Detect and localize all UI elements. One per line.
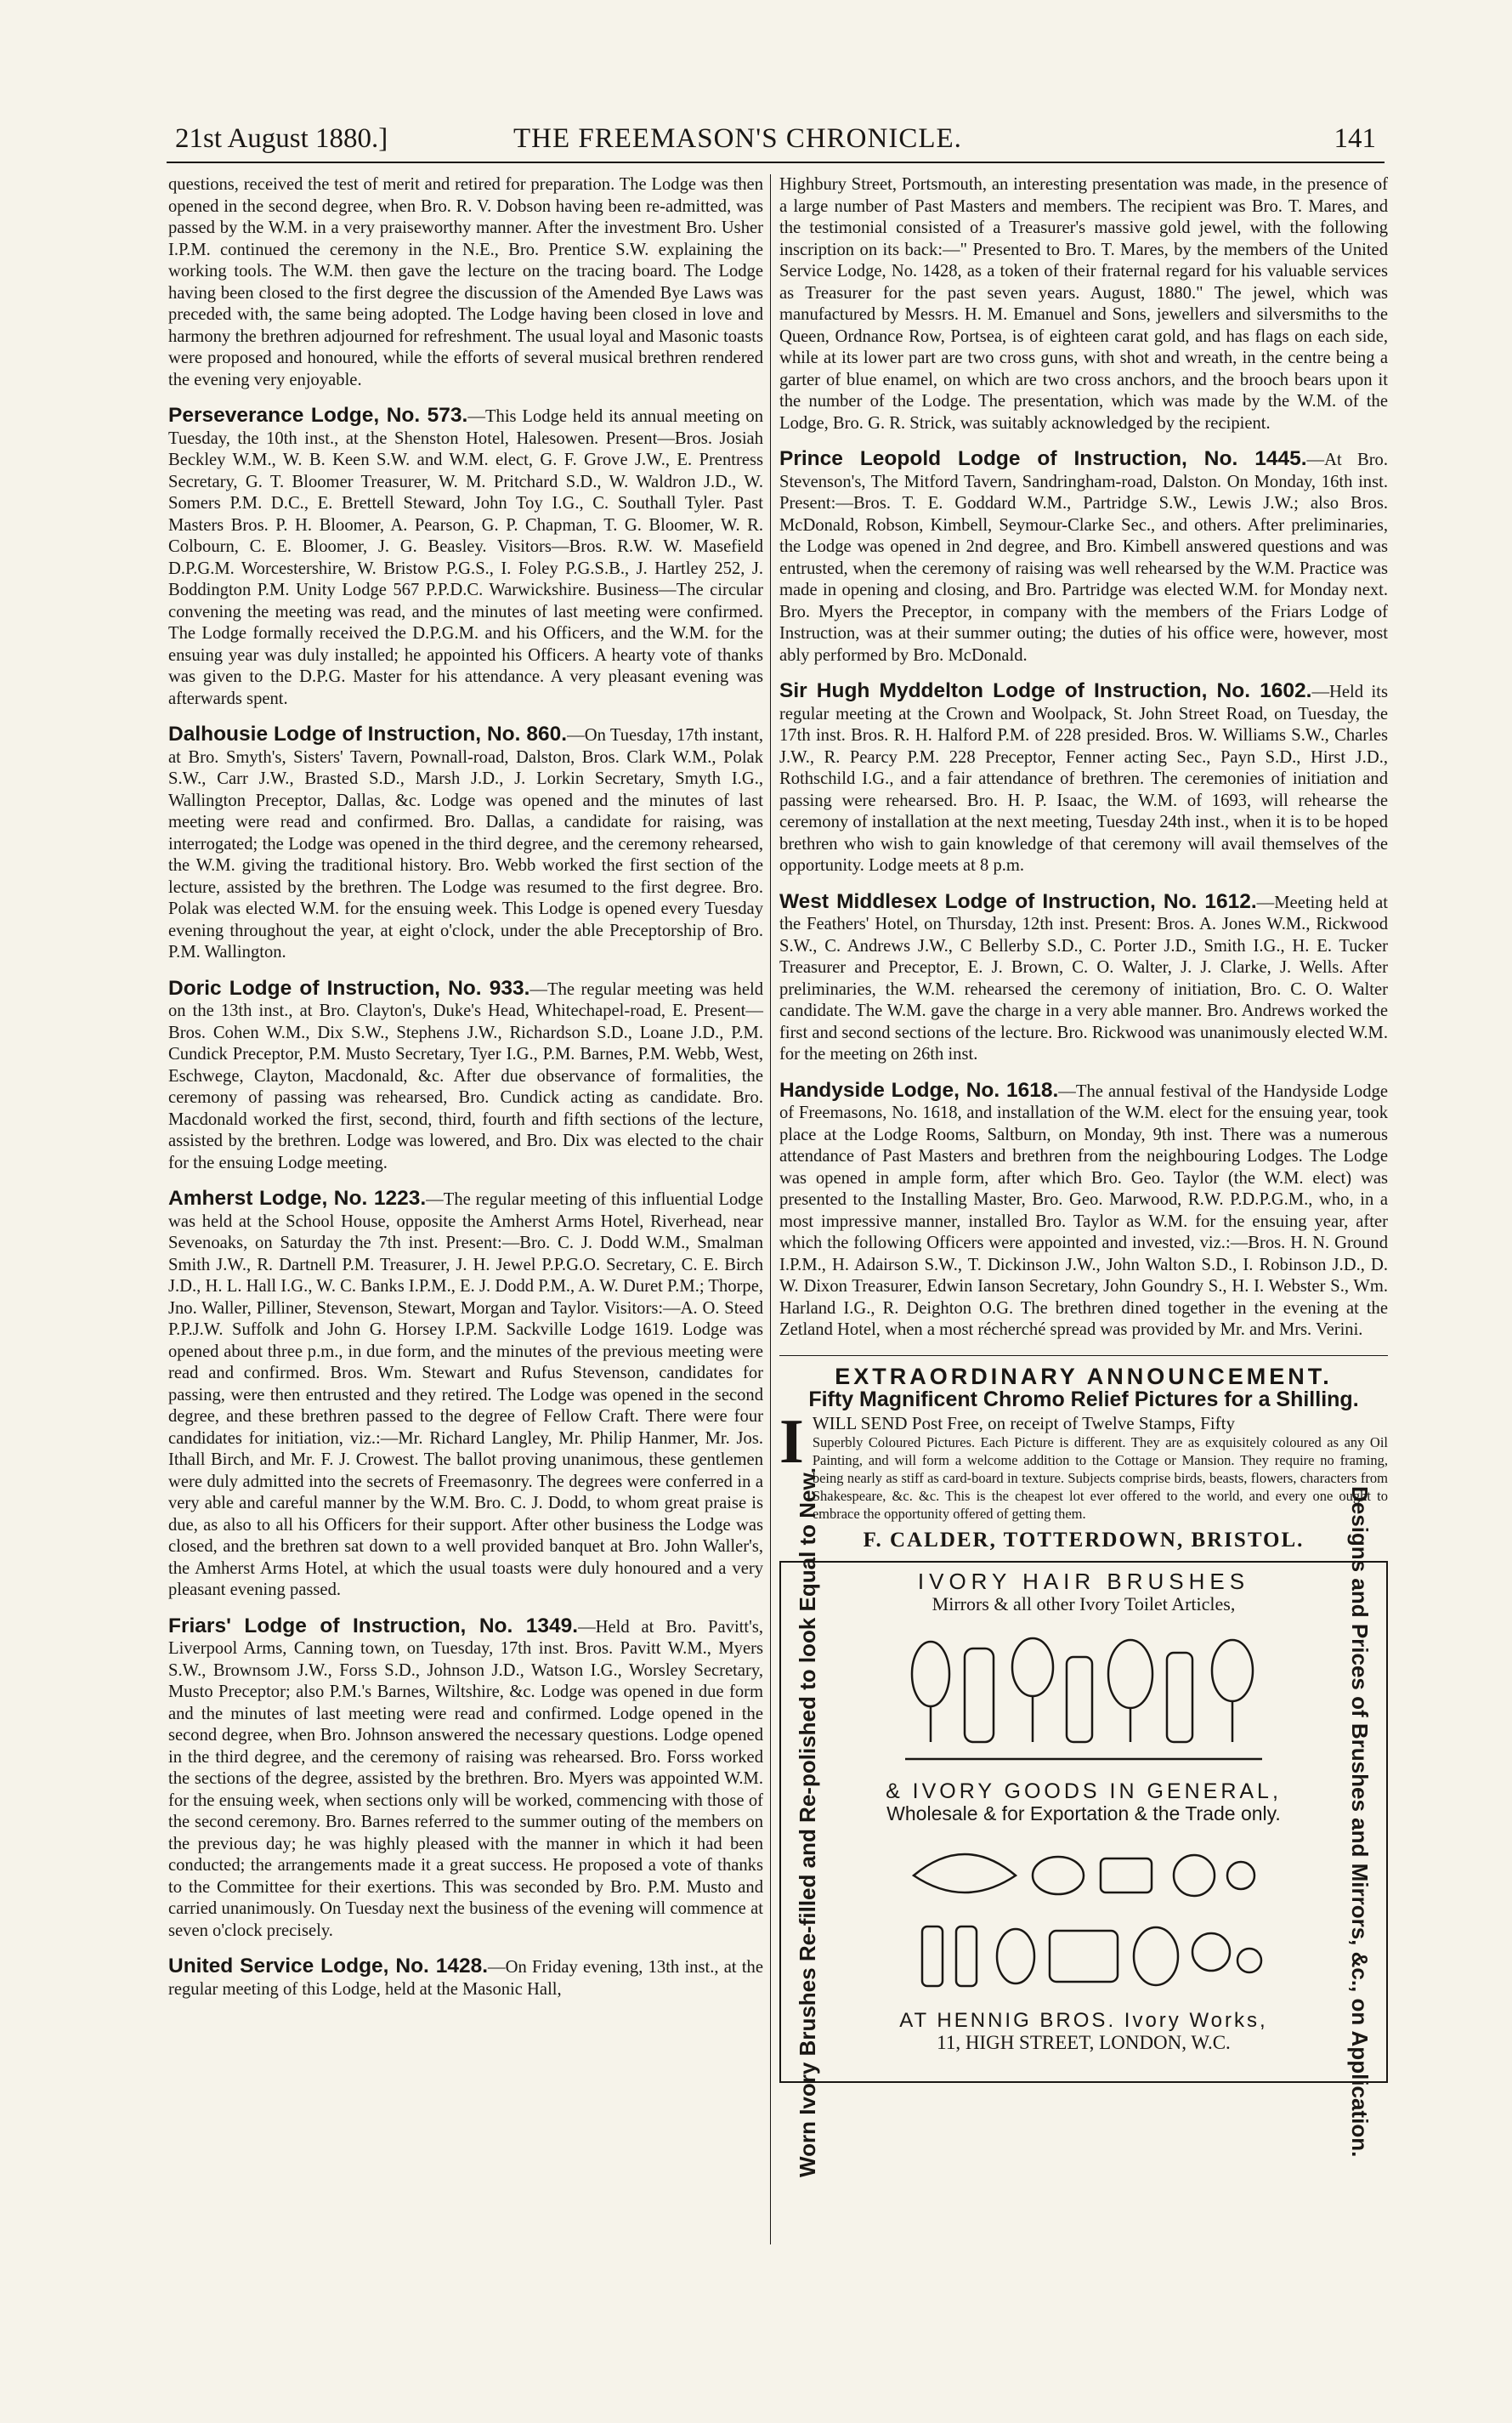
hennig-middle-sub: Wholesale & for Exportation & the Trade only. [886,1802,1281,1824]
advert-body [812,1412,1388,1523]
hennig-middle-title: & IVORY GOODS IN GENERAL, [886,1779,1282,1803]
article-handyside [779,1080,1388,1342]
article-amherst [168,1188,763,1602]
header-title: THE FREEMASON'S CHRONICLE. [513,123,962,154]
article-myddelton [779,680,1388,877]
article-heading: Prince Leopold Lodge of Instruction, No. 1445. [779,447,1307,470]
advert-lead: WILL SEND Post Free, on receipt of Twelve Stamps, Fifty [812,1412,1236,1433]
left-vertical-label: Worn Ivory Brushes Re-filled and Re-polished to look Equal to New. [795,1467,820,2177]
left-vertical-text [781,1467,834,2177]
page-header [167,123,1385,161]
right-vertical-text [1334,1486,1386,2158]
toilet-articles-illustration [897,1614,1271,1776]
article-continued-left [168,174,763,391]
advert-hennig-center [834,1563,1334,2081]
advert-signature: F. CALDER, TOTTERDOWN, BRISTOL. [863,1528,1305,1552]
ivory-goods-illustration [897,1824,1271,2003]
article-heading: Dalhousie Lodge of Instruction, No. 860. [168,723,568,746]
article-body: —The regular meeting was held on the 13th inst., at Bro. Clayton's, Duke's Head, Whitechapel-road, E. Present—Bros. Cohen W.M., Dix S.W., Stephens J.W., Richardson S.D., Loane J.D., P.M. Cundick Preceptor, P.M. Musto Secretary, Tyer I.G., P.M. Barnes, P.M. Webb, West, Eschwege, Clayton, Macdonald, &c. After due observance of formalities, the ceremony of passing was rehearsed, Bro. Cundick acting as candidate. Bro. Macdonald worked the first, second, third, fourth and fifth sections of the lecture, assisted by the brethren. Lodge was lowered, and Bro. Dix was elected to the chair for the ensuing Lodge meeting. [168,979,763,1172]
article-perseverance [168,405,763,710]
article-heading: Friars' Lodge of Instruction, No. 1349. [168,1614,579,1637]
header-date: 21st August 1880.] [175,123,388,154]
article-friars [168,1615,763,1943]
article-body: —At Bro. Stevenson's, The Mitford Tavern, Sandringham-road, Dalston. On Monday, 16th inst. Present:—Bros. T. E. Goddard W.M., Partridge S.W., Lewis J.W.; also Bros. McDonald, Robson, Kimbell, Seymour-Clarke Sec., and others. After preliminaries, the Lodge was opened in 2nd degree, and Bro. Kimbell answered questions and was entrusted, when the ceremony of raising was well rehearsed by the W.M. Practice was made in opening and closing, and Bro. Partridge was elected W.M. for Monday next. Bro. Myers the Preceptor, in company with the members of the Friars Lodge of Instruction, was at their summer outing; the duties of his office were, however, most ably performed by Bro. McDonald. [779,451,1388,665]
right-column [779,174,1389,2177]
article-heading: United Service Lodge, No. 1428. [168,1955,489,1978]
article-body: —The annual festival of the Handyside Lodge of Freemasons, No. 1618, and installation of the W.M. elect for the ensuing year, took place at the Lodge Rooms, Saltburn, on Monday, 9th inst. There was a numerous attendance of Past Masters and brethren from the neighbouring Lodges. The Lodge was opened in ample form, after which Bro. Geo. Taylor (the W.M. elect) was presented to the Installing Master, Bro. Geo. Marwood, R.W. P.D.P.G.M., who, in a most impressive manner, installed Bro. Taylor as W.M. for the ensuing year, after which the following Officers were appointed and invested, viz.:—Bros. H. N. Ground I.P.M., H. Adairson S.W., T. Dickinson J.W., John Walton S.D., I. Robinson J.D., D. W. Dixon Treasurer, Edwin Ianson Secretary, John Goundry S., H. I. Webster S., Wm. Harland I.G., R. Deighton O.G. The brethren dined together in the evening at the Zetland Hotel, when a most récherché spread was provided by Mr. and Mrs. Verini. [779,1081,1389,1339]
article-body: Highbury Street, Portsmouth, an interesting presentation was made, in the presence of a large number of Past Masters and members. The recipient was Bro. T. Mares, and the testimonial consisted of a Treasurer's massive gold jewel, with the following inscription on its back:—" Presented to Bro. T. Mares, by the members of the United Service Lodge, No. 1428, as a token of their fraternal regard for his valuable services as Treasurer for the past seven years. August, 1880." The jewel, which was manufactured by Messrs. H. M. Emanuel and Sons, jewellers and silversmiths to the Queen, Ordnance Row, Portsea, is of eighteen carat gold, and has flags on each side, while at its lower part are two cross guns, with shot and wreath, in the centre being a garter of blue enamel, on which are two cross anchors, and the brooch bears upon it the number of the Lodge. The presentation, which was made by the W.M. of the Lodge, Bro. G. R. Strick, was suitably acknowledged by the recipient. [779,175,1388,433]
article-heading: Perseverance Lodge, No. 573. [168,404,468,427]
article-prince-leopold [779,448,1388,667]
article-united-service [168,1955,763,2000]
article-west-middlesex [779,891,1388,1066]
hennig-footer-address: 11, HIGH STREET, LONDON, W.C. [937,2031,1231,2053]
header-rule [167,162,1385,163]
article-heading: Sir Hugh Myddelton Lodge of Instruction, No. 1602. [779,679,1312,702]
advert-title: EXTRAORDINARY ANNOUNCEMENT. [835,1363,1333,1389]
article-body: —The regular meeting of this influential Lodge was held at the School House, opposite the Amherst Arms Hotel, Riverhead, near Sevenoaks, on Saturday the 7th inst. Present:—Bro. C. J. Dodd W.M., Smalman Smith J.W., R. Dartnell P.M. Treasurer, J. H. Jewel P.P.G.O. Secretary, C. E. Birch J.D., H. L. Hall I.G., W. C. Banks I.P.M., E. J. Dodd P.M., A. W. Duret P.M.; Thorpe, Jno. Waller, Pilliner, Stevenson, Stewart, Morgan and Taylor. Visitors:—A. O. Steed P.P.J.W. Suffolk and John G. Horsey I.P.M. Sackville Lodge 1619. Lodge was opened about three p.m., in due form, and the minutes of the previous meeting were read and confirmed. Bros. Wm. Stewart and Rufus Stevenson, candidates for passing, were then entrusted and they retired. The Lodge was opened in the second degree, and these brethren passed to the degree of Fellow Craft. There were four candidates for initiation, viz.:—Mr. Richard Langley, Mr. Philip Hanmer, Mr. Jos. Ithall Birch, and Mr. F. J. Crowest. The ballot proving unanimous, these gentlemen were duly admitted into the secrets of Freemasonry. The degrees were conferred in a very able and careful manner by the W.M. Bro. C. J. Dodd, to whom great praise is due, as also to all his Officers for their support. After other business the Lodge was closed, and the brethren sat down to a well provided banquet at Bro. John Waller's, the Amherst Arms Hotel, at which the usual toasts were duly honoured and a very pleasant evening passed. [168,1190,763,1599]
article-body: questions, received the test of merit and retired for preparation. The Lodge was then opened in the second degree, when Bro. R. V. Dobson having been re-admitted, was passed by the W.M. in a very praiseworthy manner. After the investment Bro. Usher I.P.M. continued the ceremony in the N.E., Bro. Prentice S.W. explaining the working tools. The W.M. then gave the lecture on the tracing board. The Lodge having been closed to the first degree the discussion of the Amended Bye Laws was preceded with, the same being adopted. The Lodge having been closed in love and harmony the brethren adjourned for refreshment. The usual loyal and Masonic toasts were proposed and honoured, while the efforts of several musical brethren rendered the evening very enjoyable. [168,175,763,389]
article-body: —Held its regular meeting at the Crown and Woolpack, St. John Street Road, on Tuesday, the 17th inst. Bros. R. H. Halford P.M. of 228 presided. Bros. W. Williams S.W., Charles J.W., R. Pearcy P.M. 228 Preceptor, Fenner acting Sec., Payn S.D., Hirst J.D., Rothschild I.G., and a fair attendance of brethren. The ceremonies of initiation and passing were rehearsed. Bro. H. P. Isaac, the W.M. of 1693, will rehearse the ceremony of installation at the next meeting, Tuesday 24th inst., when it is to be hoped brethren who wish to gain knowledge of that ceremony will avail themselves of the opportunity. Lodge meets at 8 p.m. [779,683,1389,875]
column-divider [770,174,771,2244]
article-body: —Meeting held at the Feathers' Hotel, on Thursday, 12th inst. Present: Bros. A. Jones W.M., Rickwood S.W., C. Andrews J.W., C Bellerby S.D., C. Porter J.D., Smith I.G., H. E. Tucker Treasurer and Preceptor, E. J. Brown, C. O. Walter, J. J. Clarke, J. Wells. After preliminaries, the W.M. rehearsed the ceremony of initiation, Bro. C. O. Walter candidate. The W.M. gave the charge in a very able manner. Bro. Andrews worked the first and second sections of the lecture. Bro. Rickwood was unanimously elected W.M. for the meeting on 26th inst. [779,893,1388,1064]
left-column [168,174,763,2014]
article-heading: Handyside Lodge, No. 1618. [779,1078,1059,1102]
advert-calder [779,1355,1388,1552]
article-heading: Doric Lodge of Instruction, No. 933. [168,976,530,1000]
advert-subtitle: Fifty Magnificent Chromo Relief Pictures for a Shilling. [808,1387,1359,1411]
article-heading: West Middlesex Lodge of Instruction, No. 1612. [779,889,1257,913]
page-number: 141 [1334,123,1376,154]
article-heading: Amherst Lodge, No. 1223. [168,1187,427,1210]
drop-cap: I [779,1406,804,1477]
article-doric [168,978,763,1175]
advert-body-text: Superbly Coloured Pictures. Each Picture is different. They are as exquisitely coloured as any Oil Painting, and will form a welcome addition to the Cottage or Mansion. They require no framing, being nearly as stiff as card-board in texture. Subjects comprise birds, beasts, flowers, characters from Shakespeare, &c. &c. This is the cheapest lot ever offered to the world, and every one ought to embrace the opportunity offered of getting them. [812,1433,1388,1522]
right-vertical-label: Designs and Prices of Brushes and Mirrors, &c., on Application. [1347,1486,1373,2158]
article-continued-right [779,174,1388,434]
hennig-footer-title: AT HENNIG BROS. Ivory Works, [899,2009,1268,2032]
article-dalhousie [168,723,763,964]
article-body: —On Tuesday, 17th instant, at Bro. Smyth's, Sisters' Tavern, Pownall-road, Dalston, Bros. Clark W.M., Polak S.W., Carr J.W., Brasted S.D., Marsh J.D., J. Lorkin Secretary, Smyth I.G., Wallington Preceptor, Dallas, &c. Lodge was opened and the minutes of last meeting were read and confirmed. Bro. Dallas, a candidate for raising, was interrogated; the Lodge was opened in the third degree, and the ceremony rehearsed, the W.M. giving the traditional history. Bro. Webb worked the first section of the lecture, assisted by the brethren. The Lodge was resumed to the first degree. Bro. Polak was elected W.M. for the ensuing week. This Lodge is opened every Tuesday evening throughout the year, at eight o'clock, under the able Preceptorship of Bro. P.M. Wallington. [168,726,763,962]
hennig-title: IVORY HAIR BRUSHES [917,1569,1250,1594]
hennig-subtitle: Mirrors & all other Ivory Toilet Articles, [932,1592,1236,1614]
advert-text [779,1406,1388,1523]
article-body: —On Friday evening, 13th inst., at the regular meeting of this Lodge, held at the Masonic Hall, [168,1958,763,1999]
article-body: —This Lodge held its annual meeting on Tuesday, the 10th inst., at the Shenston Hotel, Halesowen. Present—Bros. Josiah Beckley W.M., W. B. Keen S.W. and W.M. elect, G. F. Grove J.W., E. Prentress Secretary, G. T. Bloomer Treasurer, W. M. Pritchard S.D., W. Waldron J.D., W. Somers P.M. D.C., E. Brettell Steward, John Toy I.G., C. Southall Tyler. Past Masters Bros. P. H. Bloomer, A. Pearson, G. P. Chapman, T. G. Bloomer, W. R. Colbourn, C. E. Bloomer, J. G. Beasley. Visitors—Bros. R.W. W. Masefield D.P.G.M. Worcestershire, W. Bristow P.G.S., I. Foley P.G.S.B., J. Hartley 252, J. Boddington P.M. Unity Lodge 567 P.P.D.C. Warwickshire. Business—The circular convening the meeting was read, and the minutes of last meeting were confirmed. The Lodge formally received the D.P.G.M. and his Officers, and the W.M. for the ensuing year was duly installed; he appointed his Officers. A hearty vote of thanks was given to the D.P.G. Master for his attendance. A very pleasant evening was afterwards spent. [168,407,764,708]
article-body: —Held at Bro. Pavitt's, Liverpool Arms, Canning town, on Tuesday, 17th inst. Bros. Pavitt W.M., Myers S.W., Brownsom J.W., Forss S.D., Johnson J.D., Watson I.G., Worsley Secretary, Musto Preceptor; also P.M.'s Barnes, Wiltshire, &c. Lodge was opened in due form and the minutes of last meeting were read and confirmed. Lodge opened in the second degree, when Bro. Johnson answered the necessary questions. Lodge opened in the third degree, and the ceremony of raising was rehearsed. Bro. Forss worked the sections of the degree, assisted by the brethren. Bro. Myers was appointed W.M. for the ensuing week, when sections only will be worked, commencing with those of the second ceremony. Bro. Barnes referred to the summer outing of the members on the previous day; he was highly pleased with the manner in which it had been conducted; the arrangements made it a great success. He proposed a vote of thanks to the Committee for their exertions. This was seconded by Bro. P.M. Musto and carried unanimously. On Tuesday next the business of the evening will commence at seven o'clock precisely. [168,1617,763,1940]
